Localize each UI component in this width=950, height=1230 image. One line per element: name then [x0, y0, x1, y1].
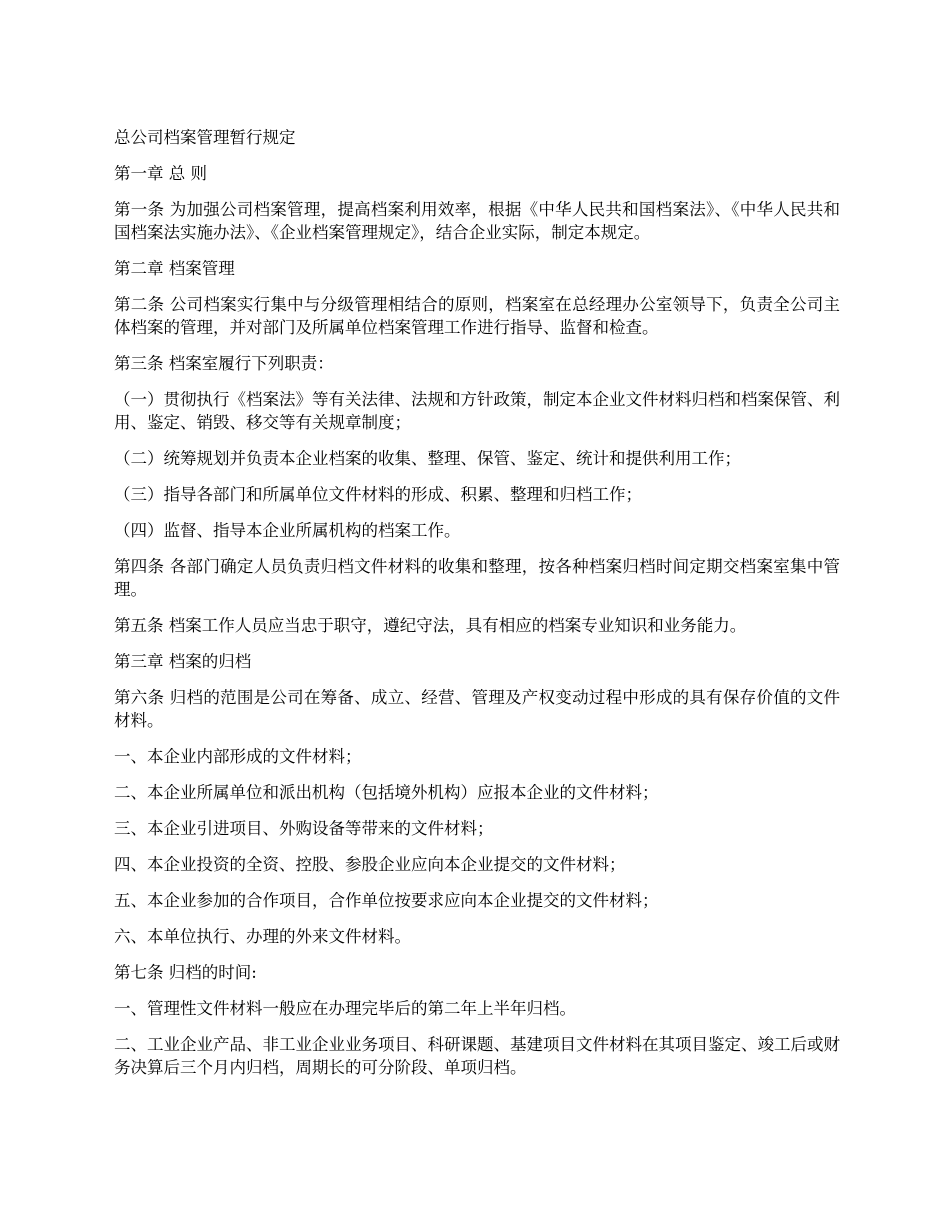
chapter-3-heading: 第三章 档案的归档	[114, 652, 252, 671]
article-6-item-2: 二、本企业所属单位和派出机构（包括境外机构）应报本企业的文件材料；	[114, 783, 659, 802]
article-2: 第二条 公司档案实行集中与分级管理相结合的原则，档案室在总经理办公室领导下，负责全公司主体档案的管理，并对部门及所属单位档案管理工作进行指导、监督和检查。	[114, 295, 840, 337]
article-7-item-2: 二、工业企业产品、非工业企业业务项目、科研课题、基建项目文件材料在其项目鉴定、竣工后或财务决算后三个月内归档，周期长的可分阶段、单项归档。	[114, 1035, 840, 1077]
document-title: 总公司档案管理暂行规定	[114, 128, 296, 147]
article-4: 第四条 各部门确定人员负责归档文件材料的收集和整理，按各种档案归档时间定期交档案室集中管理。	[114, 557, 840, 599]
article-7-item-1: 一、管理性文件材料一般应在办理完毕后的第二年上半年归档。	[114, 999, 576, 1018]
article-3-item-4: （四）监督、指导本企业所属机构的档案工作。	[114, 521, 461, 540]
article-7: 第七条 归档的时间:	[114, 963, 257, 982]
article-1: 第一条 为加强公司档案管理，提高档案利用效率，根据《中华人民共和国档案法》、《中华人民共和国档案法实施办法》、《企业档案管理规定》，结合企业实际，制定本规定。	[114, 200, 840, 242]
article-3-item-2: （二）统筹规划并负责本企业档案的收集、整理、保管、鉴定、统计和提供利用工作；	[114, 449, 741, 468]
article-6-item-6: 六、本单位执行、办理的外来文件材料。	[114, 927, 411, 946]
article-3: 第三条 档案室履行下列职责：	[114, 354, 334, 373]
chapter-1-heading: 第一章 总 则	[114, 164, 207, 183]
document-page	[114, 126, 840, 1092]
article-6: 第六条 归档的范围是公司在筹备、成立、经营、管理及产权变动过程中形成的具有保存价值的文件材料。	[114, 688, 840, 730]
article-6-item-1: 一、本企业内部形成的文件材料；	[114, 747, 362, 766]
article-6-item-4: 四、本企业投资的全资、控股、参股企业应向本企业提交的文件材料；	[114, 855, 626, 874]
article-6-item-3: 三、本企业引进项目、外购设备等带来的文件材料；	[114, 819, 494, 838]
article-3-item-3: （三）指导各部门和所属单位文件材料的形成、积累、整理和归档工作；	[114, 485, 642, 504]
article-5: 第五条 档案工作人员应当忠于职守，遵纪守法，具有相应的档案专业知识和业务能力。	[114, 616, 747, 635]
chapter-2-heading: 第二章 档案管理	[114, 259, 235, 278]
article-3-item-1: （一）贯彻执行《档案法》等有关法律、法规和方针政策，制定本企业文件材料归档和档案保管、利用、鉴定、销毁、移交等有关规章制度；	[114, 390, 840, 432]
article-6-item-5: 五、本企业参加的合作项目，合作单位按要求应向本企业提交的文件材料；	[114, 891, 659, 910]
